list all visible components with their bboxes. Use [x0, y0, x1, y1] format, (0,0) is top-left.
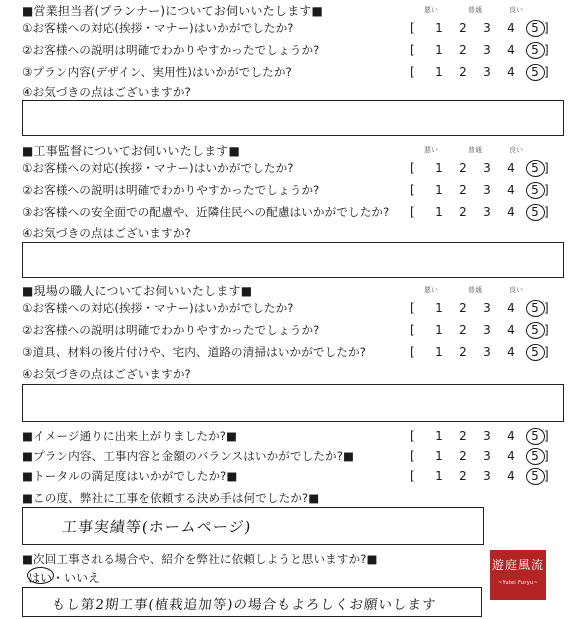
rating-option[interactable]: 5 [531, 161, 539, 175]
question-text: ③道具、材料の後片付けや、宅内、道路の清掃はいかがでしたか? [22, 345, 366, 359]
rating-option[interactable]: 2 [459, 205, 467, 219]
rating-option[interactable]: 3 [483, 161, 491, 175]
rating-option[interactable]: 5 [531, 345, 539, 359]
rating-option[interactable]: 2 [459, 43, 467, 57]
scale-header [410, 285, 540, 295]
question-text: ②お客様への説明は明確でわかりやすかったでしょうか? [22, 43, 320, 57]
section-title: ■工事監督についてお伺いいたします■ [22, 144, 241, 158]
rating-option[interactable]: 1 [435, 345, 443, 359]
bracket-open: [ [410, 301, 415, 315]
rating-option[interactable]: 3 [483, 449, 491, 463]
comment-box[interactable] [22, 384, 564, 422]
rating-option[interactable]: 1 [435, 429, 443, 443]
rating-option[interactable]: 3 [483, 205, 491, 219]
selected-circle [526, 20, 545, 37]
bracket-close: ] [544, 65, 549, 79]
overall-question-image: ■イメージ通りに出来上がりましたか?■ [22, 429, 238, 443]
selected-circle [526, 160, 545, 177]
scale-label-good: 良い [509, 6, 523, 14]
rating-option[interactable]: 4 [507, 205, 515, 219]
rating-option[interactable]: 1 [435, 43, 443, 57]
rating-option[interactable]: 5 [531, 21, 539, 35]
logo-kanji: 遊庭風流 [491, 558, 544, 572]
selected-circle [526, 182, 545, 199]
bracket-close: ] [544, 469, 549, 483]
logo-romaji: ~Yutei Furyu~ [498, 580, 538, 586]
yes-no-options[interactable]: はい・いいえ [28, 571, 101, 585]
scale-label-average: 普通 [468, 286, 482, 294]
bracket-close: ] [544, 183, 549, 197]
next-request-question: ■次回工事される場合や、紹介を弊社に依頼しようと思いますか?■ [22, 552, 378, 566]
bracket-close: ] [544, 161, 549, 175]
bracket-open: [ [410, 449, 415, 463]
rating-option[interactable]: 1 [435, 21, 443, 35]
rating-scale[interactable] [410, 183, 550, 199]
rating-scale[interactable] [410, 21, 550, 37]
overall-question-balance: ■プラン内容、工事内容と金額のバランスはいかがでしたか?■ [22, 449, 355, 463]
rating-scale[interactable] [410, 43, 550, 59]
selected-circle [526, 64, 545, 81]
next-request-answer: もし第2期工事(植栽追加等)の場合もよろしくお願いします [50, 597, 438, 613]
scale-label-good: 良い [509, 146, 523, 154]
question-text: ③プラン内容(デザイン、実用性)はいかがでしたか? [22, 65, 292, 79]
bracket-close: ] [544, 449, 549, 463]
selected-circle [526, 428, 545, 445]
rating-scale[interactable] [410, 161, 550, 177]
selected-circle [526, 344, 545, 361]
scale-label-bad: 悪い [424, 6, 438, 14]
rating-option[interactable]: 3 [483, 65, 491, 79]
comment-box[interactable] [22, 100, 564, 136]
rating-option[interactable]: 4 [507, 429, 515, 443]
rating-scale[interactable] [410, 205, 550, 221]
rating-option[interactable]: 5 [531, 469, 539, 483]
bracket-open: [ [410, 161, 415, 175]
rating-option[interactable]: 2 [459, 161, 467, 175]
rating-option[interactable]: 2 [459, 183, 467, 197]
bracket-open: [ [410, 21, 415, 35]
rating-option[interactable]: 3 [483, 323, 491, 337]
question-text: ②お客様への説明は明確でわかりやすかったでしょうか? [22, 183, 320, 197]
rating-option[interactable]: 4 [507, 301, 515, 315]
rating-scale[interactable] [410, 449, 550, 465]
selected-circle [526, 468, 545, 485]
rating-option[interactable]: 3 [483, 21, 491, 35]
rating-scale[interactable] [410, 301, 550, 317]
rating-option[interactable]: 5 [531, 205, 539, 219]
rating-option[interactable]: 2 [459, 449, 467, 463]
scale-header [410, 5, 540, 15]
rating-option[interactable]: 4 [507, 469, 515, 483]
bracket-open: [ [410, 323, 415, 337]
rating-option[interactable]: 4 [507, 449, 515, 463]
rating-option[interactable]: 4 [507, 183, 515, 197]
bracket-open: [ [410, 469, 415, 483]
rating-option[interactable]: 1 [435, 323, 443, 337]
bracket-open: [ [410, 345, 415, 359]
question-text: ③お客様への安全面での配慮や、近隣住民への配慮はいかがでしたか? [22, 205, 390, 219]
rating-scale[interactable] [410, 345, 550, 361]
rating-option[interactable]: 5 [531, 301, 539, 315]
comment-label: ④お気づきの点はございますか? [22, 367, 191, 381]
rating-option[interactable]: 5 [531, 43, 539, 57]
rating-option[interactable]: 4 [507, 345, 515, 359]
yes-selected-circle [27, 567, 54, 584]
deciding-factor-answer: 工事実績等(ホームページ) [61, 518, 253, 536]
question-text: ①お客様への対応(挨拶・マナー)はいかがでしたか? [22, 21, 294, 35]
company-logo [490, 550, 546, 600]
rating-option[interactable]: 5 [531, 429, 539, 443]
deciding-factor-question: ■この度、弊社に工事を依頼する決め手は何でしたか?■ [22, 491, 320, 505]
bracket-open: [ [410, 43, 415, 57]
rating-option[interactable]: 1 [435, 183, 443, 197]
rating-option[interactable]: 3 [483, 429, 491, 443]
rating-option[interactable]: 2 [459, 345, 467, 359]
scale-header [410, 145, 540, 155]
rating-option[interactable]: 3 [483, 345, 491, 359]
rating-scale[interactable] [410, 429, 550, 445]
rating-option[interactable]: 4 [507, 21, 515, 35]
selected-circle [526, 42, 545, 59]
section-title: ■現場の職人についてお伺いいたします■ [22, 284, 253, 298]
question-text: ①お客様への対応(挨拶・マナー)はいかがでしたか? [22, 161, 294, 175]
rating-option[interactable]: 5 [531, 449, 539, 463]
rating-option[interactable]: 1 [435, 205, 443, 219]
rating-option[interactable]: 5 [531, 183, 539, 197]
rating-scale[interactable] [410, 323, 550, 339]
rating-option[interactable]: 4 [507, 43, 515, 57]
rating-option[interactable]: 4 [507, 65, 515, 79]
comment-box[interactable] [22, 242, 564, 278]
rating-option[interactable]: 4 [507, 323, 515, 337]
bracket-close: ] [544, 323, 549, 337]
bracket-open: [ [410, 65, 415, 79]
selected-circle [526, 204, 545, 221]
selected-circle [526, 300, 545, 317]
bracket-close: ] [544, 43, 549, 57]
rating-option[interactable]: 1 [435, 161, 443, 175]
selected-circle [526, 448, 545, 465]
bracket-close: ] [544, 345, 549, 359]
rating-option[interactable]: 1 [435, 469, 443, 483]
rating-option[interactable]: 2 [459, 65, 467, 79]
comment-label: ④お気づきの点はございますか? [22, 226, 191, 240]
bracket-close: ] [544, 205, 549, 219]
comment-label: ④お気づきの点はございますか? [22, 85, 191, 99]
rating-option[interactable]: 2 [459, 469, 467, 483]
scale-label-bad: 悪い [424, 146, 438, 154]
section-title: ■営業担当者(プランナー)についてお伺いいたします■ [22, 4, 324, 18]
rating-option[interactable]: 3 [483, 301, 491, 315]
bracket-close: ] [544, 429, 549, 443]
bracket-open: [ [410, 205, 415, 219]
selected-circle [526, 322, 545, 339]
rating-option[interactable]: 2 [459, 323, 467, 337]
rating-option[interactable]: 1 [435, 301, 443, 315]
bracket-open: [ [410, 183, 415, 197]
rating-option[interactable]: 2 [459, 429, 467, 443]
rating-option[interactable]: 3 [483, 183, 491, 197]
bracket-close: ] [544, 301, 549, 315]
rating-option[interactable]: 1 [435, 65, 443, 79]
question-text: ②お客様への説明は明確でわかりやすかったでしょうか? [22, 323, 320, 337]
scale-label-bad: 悪い [424, 286, 438, 294]
rating-scale[interactable] [410, 65, 550, 81]
question-text: ①お客様への対応(挨拶・マナー)はいかがでしたか? [22, 301, 294, 315]
rating-option[interactable]: 3 [483, 469, 491, 483]
rating-option[interactable]: 5 [531, 323, 539, 337]
rating-option[interactable]: 3 [483, 43, 491, 57]
rating-scale[interactable] [410, 469, 550, 485]
overall-question-satisfaction: ■トータルの満足度はいかがでしたか?■ [22, 469, 238, 483]
rating-option[interactable]: 2 [459, 301, 467, 315]
rating-option[interactable]: 4 [507, 161, 515, 175]
bracket-open: [ [410, 429, 415, 443]
scale-label-good: 良い [509, 286, 523, 294]
rating-option[interactable]: 5 [531, 65, 539, 79]
scale-label-average: 普通 [468, 146, 482, 154]
rating-option[interactable]: 2 [459, 21, 467, 35]
bracket-close: ] [544, 21, 549, 35]
scale-label-average: 普通 [468, 6, 482, 14]
rating-option[interactable]: 1 [435, 449, 443, 463]
